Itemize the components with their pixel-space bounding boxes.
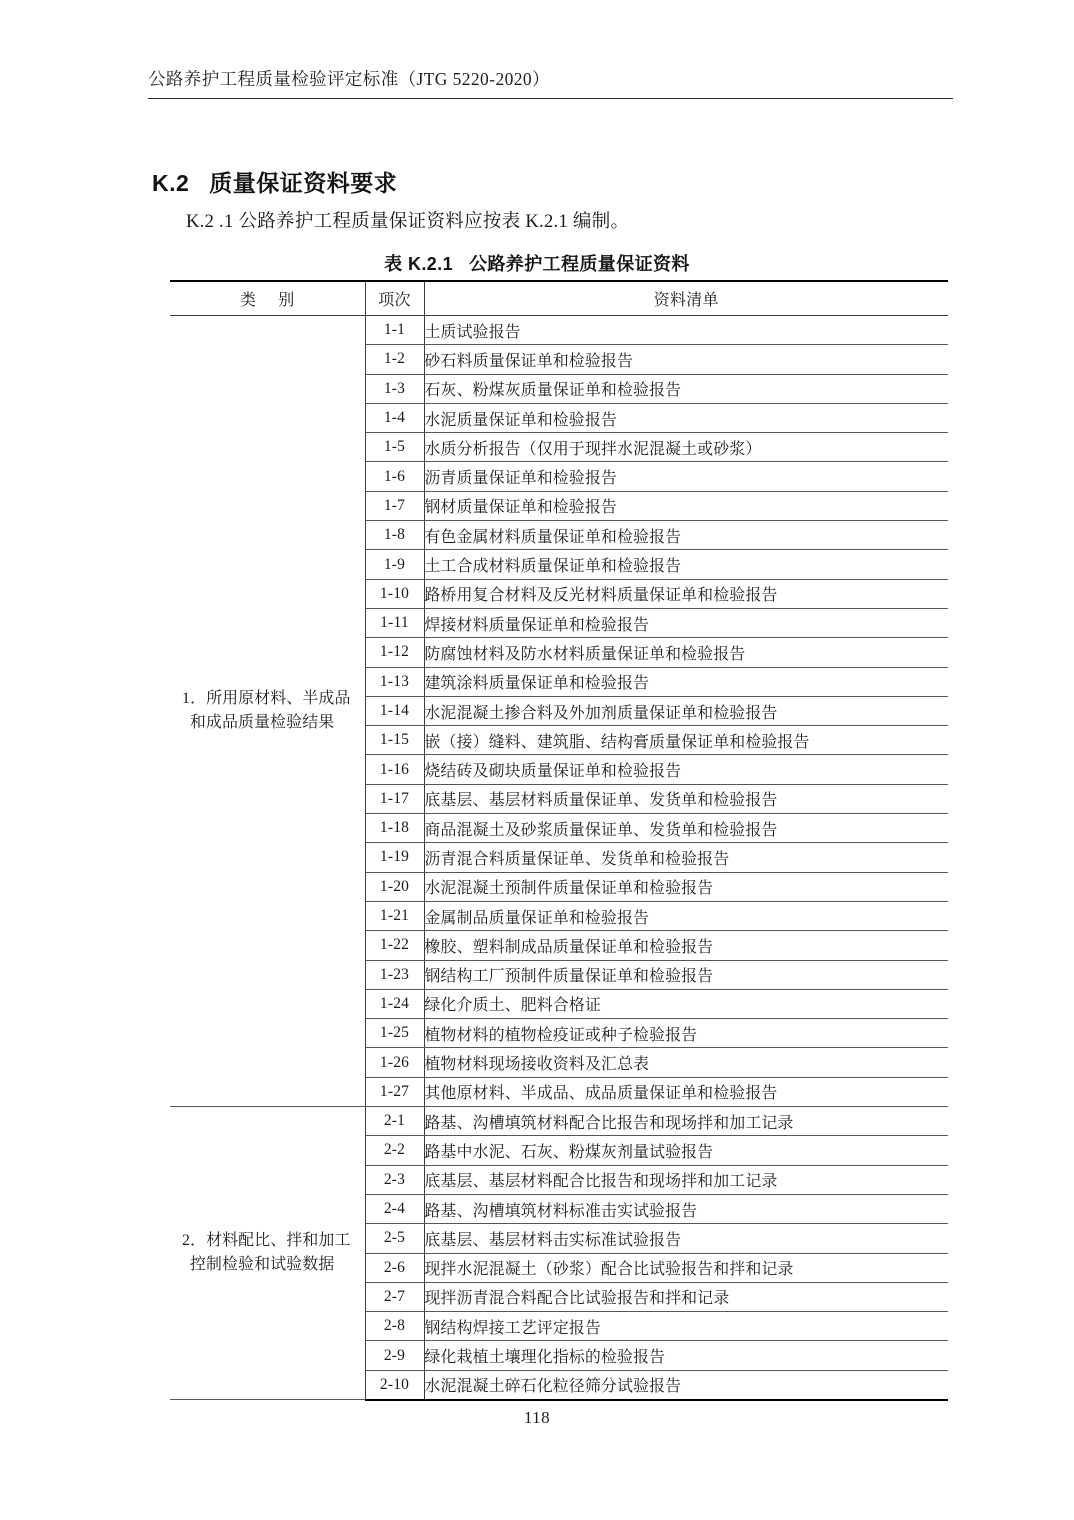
cell-document-item: 水泥混凝土碎石化粒径筛分试验报告 (424, 1370, 948, 1400)
cell-document-item: 现拌沥青混合料配合比试验报告和拌和记录 (424, 1282, 948, 1311)
quality-assurance-table (170, 280, 948, 1401)
cell-index: 1-15 (365, 726, 424, 755)
cell-document-item: 植物材料现场接收资料及汇总表 (424, 1048, 948, 1077)
cell-index: 1-13 (365, 667, 424, 696)
cell-index: 1-17 (365, 784, 424, 813)
section-title: 质量保证资料要求 (209, 170, 398, 196)
cell-index: 1-2 (365, 345, 424, 374)
cell-document-item: 土质试验报告 (424, 316, 948, 345)
cell-document-item: 水泥混凝土预制件质量保证单和检验报告 (424, 872, 948, 901)
cell-document-item: 烧结砖及砌块质量保证单和检验报告 (424, 755, 948, 784)
cell-index: 1-8 (365, 521, 424, 550)
cell-document-item: 钢结构焊接工艺评定报告 (424, 1312, 948, 1341)
category-label-line-1: 1．所用原材料、半成品 (182, 689, 351, 707)
cell-index: 1-25 (365, 1019, 424, 1048)
cell-index: 1-20 (365, 872, 424, 901)
column-header-category (170, 281, 365, 316)
cell-index: 1-16 (365, 755, 424, 784)
cell-index: 2-8 (365, 1312, 424, 1341)
cell-index: 1-26 (365, 1048, 424, 1077)
cell-document-item: 嵌（接）缝料、建筑脂、结构膏质量保证单和检验报告 (424, 726, 948, 755)
cell-index: 1-18 (365, 814, 424, 843)
cell-document-item: 沥青混合料质量保证单、发货单和检验报告 (424, 843, 948, 872)
cell-document-item: 底基层、基层材料配合比报告和现场拌和加工记录 (424, 1165, 948, 1194)
cell-index: 1-27 (365, 1077, 424, 1106)
column-header-index: 项次 (365, 281, 424, 316)
category-label-line-2: 和成品质量检验结果 (190, 714, 335, 731)
cell-document-item: 其他原材料、半成品、成品质量保证单和检验报告 (424, 1077, 948, 1106)
cell-index: 1-5 (365, 433, 424, 462)
section-heading (152, 165, 397, 198)
cell-index: 1-12 (365, 638, 424, 667)
cell-document-item: 砂石料质量保证单和检验报告 (424, 345, 948, 374)
cell-document-item: 绿化介质土、肥料合格证 (424, 989, 948, 1018)
running-header-title: 公路养护工程质量检验评定标准（JTG 5220-2020） (148, 69, 550, 89)
table-caption-label: 表 K.2.1 (384, 254, 453, 274)
cell-index: 2-1 (365, 1107, 424, 1136)
page-number: 118 (523, 1408, 551, 1427)
cell-category (170, 1107, 365, 1400)
cell-document-item: 水质分析报告（仅用于现拌水泥混凝土或砂浆） (424, 433, 948, 462)
cell-index: 2-3 (365, 1165, 424, 1194)
cell-index: 2-7 (365, 1282, 424, 1311)
cell-index: 1-7 (365, 491, 424, 520)
column-header-category-char-2: 别 (278, 292, 295, 309)
cell-document-item: 路基、沟槽填筑材料配合比报告和现场拌和加工记录 (424, 1107, 948, 1136)
cell-document-item: 底基层、基层材料击实标准试验报告 (424, 1224, 948, 1253)
quality-assurance-table-wrapper (170, 280, 948, 1401)
section-paragraph: K.2 .1 公路养护工程质量保证资料应按表 K.2.1 编制。 (186, 212, 630, 232)
table-header (170, 281, 948, 316)
table-body (170, 316, 948, 1400)
cell-document-item: 钢结构工厂预制件质量保证单和检验报告 (424, 960, 948, 989)
cell-document-item: 土工合成材料质量保证单和检验报告 (424, 550, 948, 579)
cell-document-item: 底基层、基层材料质量保证单、发货单和检验报告 (424, 784, 948, 813)
cell-document-item: 沥青质量保证单和检验报告 (424, 462, 948, 491)
cell-index: 2-6 (365, 1253, 424, 1282)
table-header-row (170, 281, 948, 316)
cell-index: 1-3 (365, 374, 424, 403)
table-caption-title: 公路养护工程质量保证资料 (469, 254, 690, 274)
cell-index: 1-1 (365, 316, 424, 345)
cell-index: 2-2 (365, 1136, 424, 1165)
cell-document-item: 水泥质量保证单和检验报告 (424, 403, 948, 432)
table-row (170, 1107, 948, 1136)
cell-document-item: 金属制品质量保证单和检验报告 (424, 901, 948, 930)
cell-index: 1-23 (365, 960, 424, 989)
cell-document-item: 路基中水泥、石灰、粉煤灰剂量试验报告 (424, 1136, 948, 1165)
cell-document-item: 橡胶、塑料制成品质量保证单和检验报告 (424, 931, 948, 960)
running-header (148, 66, 953, 99)
cell-index: 1-9 (365, 550, 424, 579)
cell-document-item: 植物材料的植物检疫证或种子检验报告 (424, 1019, 948, 1048)
cell-document-item: 路基、沟槽填筑材料标准击实试验报告 (424, 1194, 948, 1223)
cell-index: 1-14 (365, 696, 424, 725)
column-header-category-char-1: 类 (239, 292, 257, 309)
running-header-rule (148, 98, 953, 99)
cell-document-item: 防腐蚀材料及防水材料质量保证单和检验报告 (424, 638, 948, 667)
cell-index: 1-6 (365, 462, 424, 491)
table-caption (0, 250, 1074, 276)
table-row (170, 316, 948, 345)
section-number: K.2 (152, 170, 190, 196)
cell-document-item: 水泥混凝土掺合料及外加剂质量保证单和检验报告 (424, 696, 948, 725)
column-header-list: 资料清单 (653, 292, 719, 309)
cell-document-item: 焊接材料质量保证单和检验报告 (424, 608, 948, 637)
cell-index: 1-19 (365, 843, 424, 872)
category-label-line-2: 控制检验和试验数据 (190, 1256, 335, 1274)
cell-document-item: 建筑涂料质量保证单和检验报告 (424, 667, 948, 696)
cell-index: 2-4 (365, 1194, 424, 1223)
cell-index: 2-9 (365, 1341, 424, 1370)
cell-document-item: 有色金属材料质量保证单和检验报告 (424, 521, 948, 550)
cell-index: 1-24 (365, 989, 424, 1018)
cell-category (170, 316, 365, 1107)
cell-document-item: 石灰、粉煤灰质量保证单和检验报告 (424, 374, 948, 403)
cell-document-item: 路桥用复合材料及反光材料质量保证单和检验报告 (424, 579, 948, 608)
cell-index: 1-22 (365, 931, 424, 960)
cell-index: 2-5 (365, 1224, 424, 1253)
cell-index: 1-21 (365, 901, 424, 930)
cell-index: 1-11 (365, 608, 424, 637)
cell-document-item: 绿化栽植土壤理化指标的检验报告 (424, 1341, 948, 1370)
cell-document-item: 现拌水泥混凝土（砂浆）配合比试验报告和拌和记录 (424, 1253, 948, 1282)
cell-index: 1-4 (365, 403, 424, 432)
cell-document-item: 钢材质量保证单和检验报告 (424, 491, 948, 520)
category-label-line-1: 2．材料配比、拌和加工 (182, 1231, 351, 1249)
cell-document-item: 商品混凝土及砂浆质量保证单、发货单和检验报告 (424, 814, 948, 843)
cell-index: 2-10 (365, 1370, 424, 1400)
cell-index: 1-10 (365, 579, 424, 608)
